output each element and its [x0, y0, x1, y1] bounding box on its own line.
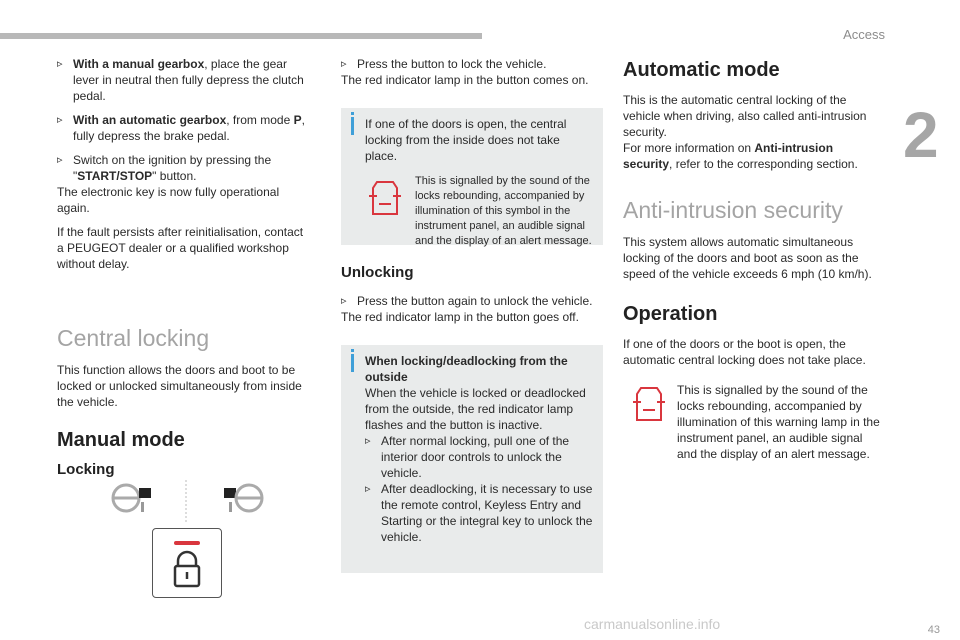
- operation-text: If one of the doors or the boot is open, the automatic central locking does not take place.: [623, 337, 866, 367]
- fault-text: If the fault persists after reinitialisation, contact a PEUGEOT dealer or a qualified workshop without delay.: [57, 225, 304, 271]
- steering-wheel-icon: [236, 485, 262, 511]
- warning-row: [365, 174, 593, 249]
- column-left: [57, 56, 307, 480]
- automatic-mode-more: For more information on Anti-intrusion security, refer to the corresponding section.: [623, 141, 858, 171]
- chapter-number: 2: [903, 99, 939, 171]
- door-warning-icon: [365, 178, 405, 218]
- automatic-mode-text: This is the automatic central locking of the vehicle when driving, also called anti-intrusion security.: [623, 93, 867, 139]
- dashboard-illustration: [104, 478, 274, 524]
- console-lever: [141, 502, 144, 512]
- bullet-manual-gearbox: ▹ With a manual gearbox, place the gear lever in neutral then fully depress the clutch pedal.: [57, 57, 304, 103]
- info-outside-text: When the vehicle is locked or deadlocked from the outside, the red indicator lamp flashes and the button is inactive.: [365, 386, 586, 432]
- info-outside-title: When locking/deadlocking from the outside: [365, 354, 568, 384]
- central-locking-heading: Central locking: [57, 325, 210, 351]
- info-icon: [351, 349, 354, 352]
- central-locking-text: This function allows the doors and boot to be locked or unlocked simultaneously from inside the vehicle.: [57, 363, 302, 409]
- console-lever: [229, 502, 232, 512]
- column-right: [623, 58, 885, 462]
- arrow-bullet-icon: ▹: [365, 435, 371, 447]
- info-bullet-deadlock: ▹ After deadlocking, it is necessary to use the remote control, Keyless Entry and Starting or the integral key to unlock the vehicle.: [365, 482, 593, 544]
- watermark: carmanualsonline.info: [584, 616, 721, 632]
- door-warning-icon: [629, 384, 669, 424]
- unlocking-heading: Unlocking: [341, 264, 414, 281]
- locking-heading: Locking: [57, 461, 115, 478]
- console-screen: [224, 488, 236, 498]
- info-box-outside-locking: [341, 345, 603, 573]
- arrow-bullet-icon: ▹: [57, 58, 63, 70]
- page-number: 43: [927, 624, 940, 636]
- arrow-bullet-icon: ▹: [57, 154, 63, 166]
- bullet-lock: ▹ Press the button to lock the vehicle.: [341, 57, 547, 71]
- manual-mode-heading: Manual mode: [57, 429, 185, 451]
- arrow-bullet-icon: ▹: [341, 295, 347, 307]
- column-middle: [341, 56, 603, 573]
- arrow-bullet-icon: ▹: [365, 483, 371, 495]
- section-title: Access: [843, 27, 885, 42]
- anti-intrusion-heading: Anti-intrusion security: [623, 197, 843, 223]
- unlock-lamp-text: The red indicator lamp in the button goes off.: [341, 310, 579, 324]
- operation-heading: Operation: [623, 303, 718, 325]
- bullet-unlock: ▹ Press the button again to unlock the vehicle.: [341, 294, 593, 308]
- steering-wheel-icon: [113, 485, 139, 511]
- info-box-doors-open: [341, 108, 603, 245]
- lock-icon: [153, 529, 221, 597]
- bullet-automatic-gearbox: ▹ With an automatic gearbox, from mode P, fully depress the brake pedal.: [57, 113, 305, 143]
- bullet-ignition: ▹ Switch on the ignition by pressing the "START/STOP" button.: [57, 153, 272, 183]
- operation-warning-text: This is signalled by the sound of the locks rebounding, accompanied by illumination of this warning lamp in the instrument panel, an audible signal and the display of an alert message.: [677, 383, 880, 461]
- operation-warning-row: [623, 382, 885, 462]
- anti-intrusion-text: This system allows automatic simultaneous locking of the doors and boot as soon as the speed of the vehicle exceeds 6 mph (10 km/h).: [623, 235, 872, 281]
- arrow-bullet-icon: ▹: [341, 58, 347, 70]
- central-locking-button[interactable]: [152, 528, 222, 598]
- info-bullet-normal: ▹ After normal locking, pull one of the interior door controls to unlock the vehicle.: [365, 434, 570, 480]
- info-doors-open-text: If one of the doors is open, the central locking from the inside does not take place.: [365, 117, 567, 163]
- console-screen: [139, 488, 151, 498]
- arrow-bullet-icon: ▹: [57, 114, 63, 126]
- automatic-mode-heading: Automatic mode: [623, 59, 780, 81]
- info-icon: [351, 112, 354, 115]
- header-rule: [0, 33, 482, 39]
- lock-lamp-text: The red indicator lamp in the button comes on.: [341, 73, 589, 87]
- operational-text: The electronic key is now fully operational again.: [57, 185, 280, 215]
- warning-text: This is signalled by the sound of the locks rebounding, accompanied by illumination of this symbol in the instrument panel, an audible signal and the display of an alert message.: [415, 175, 592, 247]
